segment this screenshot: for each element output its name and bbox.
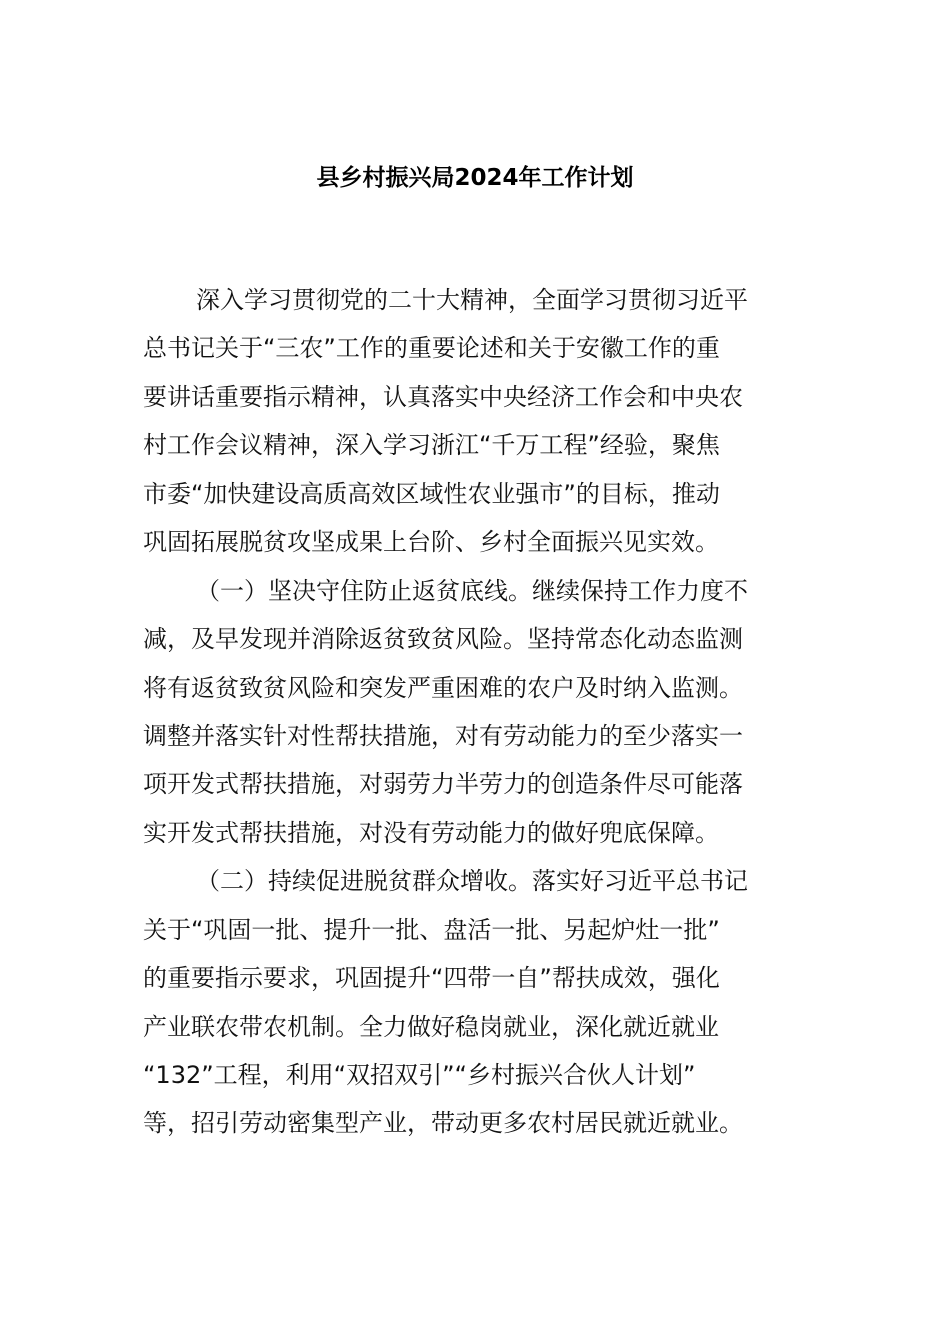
- document-title: 县乡村振兴局2024年工作计划: [316, 165, 634, 191]
- paragraph-line: 要讲话重要指示精神，认真落实中央经济工作会和中央农: [143, 382, 743, 411]
- paragraph-line: 市委“加快建设高质高效区域性农业强市”的目标，推动: [143, 479, 720, 508]
- paragraph-line: 产业联农带农机制。全力做好稳岗就业，深化就近就业: [143, 1012, 719, 1041]
- document-body: [143, 282, 807, 1154]
- paragraph-line: 减，及早发现并消除返贫致贫风险。坚持常态化动态监测: [143, 625, 743, 654]
- paragraph-line: （一）坚决守住防止返贫底线。继续保持工作力度不: [196, 576, 748, 605]
- paragraph-line: 关于“巩固一批、提升一批、盘活一批、另起炉灶一批”: [143, 915, 720, 944]
- paragraph-line: 实开发式帮扶措施，对没有劳动能力的做好兜底保障。: [143, 818, 719, 847]
- paragraph-line: 总书记关于“三农”工作的重要论述和关于安徽工作的重: [143, 334, 720, 363]
- paragraph-line: 的重要指示要求，巩固提升“四带一自”帮扶成效，强化: [143, 964, 720, 993]
- paragraph-line: 村工作会议精神，深入学习浙江“千万工程”经验，聚焦: [143, 431, 720, 460]
- paragraph-line: 调整并落实针对性帮扶措施，对有劳动能力的至少落实一: [143, 721, 743, 750]
- paragraph-line: 深入学习贯彻党的二十大精神，全面学习贯彻习近平: [196, 286, 748, 314]
- paragraph-line: “132”工程，利用“双招双引”“乡村振兴合伙人计划”: [143, 1061, 696, 1089]
- paragraph-line: 项开发式帮扶措施，对弱劳力半劳力的创造条件尽可能落: [143, 770, 743, 799]
- paragraph-line: 等，招引劳动密集型产业，带动更多农村居民就近就业。: [143, 1109, 743, 1138]
- paragraph-line: 将有返贫致贫风险和突发严重困难的农户及时纳入监测。: [143, 673, 743, 702]
- paragraph-line: （二）持续促进脱贫群众增收。落实好习近平总书记: [196, 867, 748, 896]
- paragraph-line: 巩固拓展脱贫攻坚成果上台阶、乡村全面振兴见实效。: [143, 528, 719, 557]
